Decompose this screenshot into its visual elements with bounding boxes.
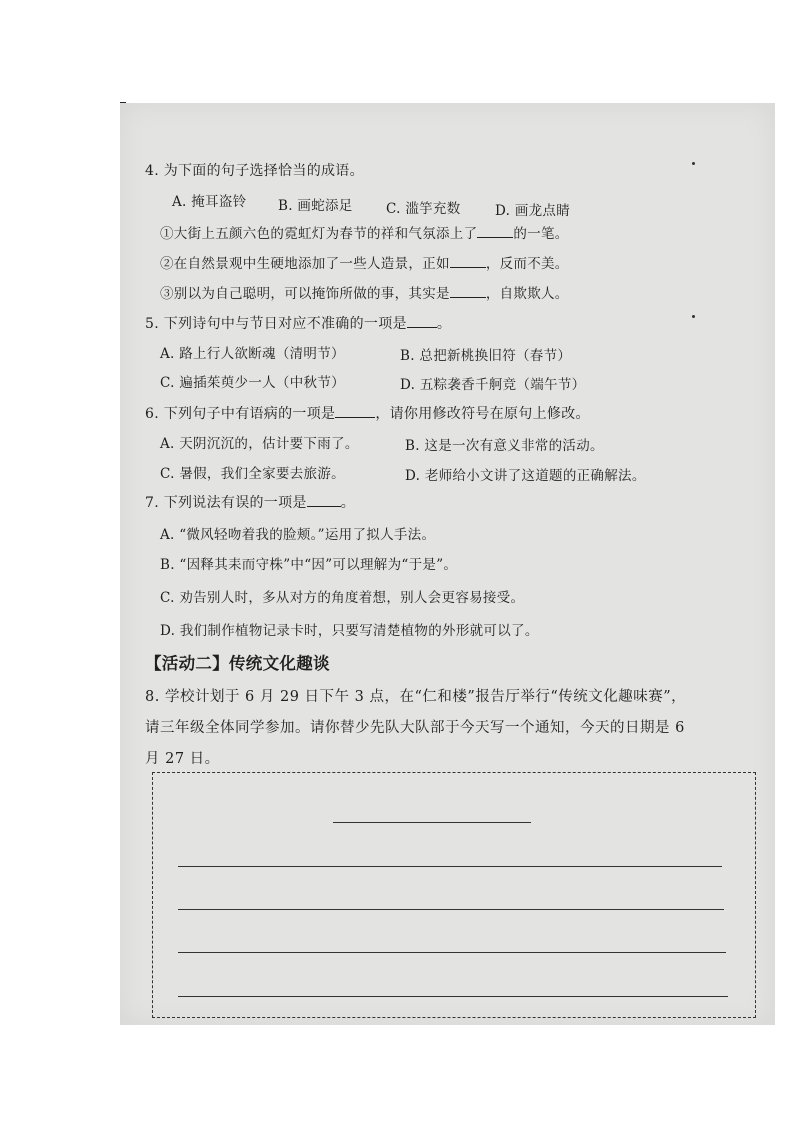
q6-stem — [145, 403, 590, 423]
q6-option-d: D. 老师给小文讲了这道题的正确解法。 — [405, 468, 646, 484]
q7-option-a: A. “微风轻吻着我的脸颊。”运用了拟人手法。 — [160, 527, 436, 543]
q7-stem — [145, 492, 355, 512]
notice-writing-line-3[interactable] — [178, 952, 726, 953]
q4-answer-blank-2[interactable] — [450, 255, 486, 268]
q4-answer-blank-3[interactable] — [450, 285, 486, 298]
q7-answer-blank[interactable] — [307, 494, 341, 507]
notice-writing-line-1[interactable] — [178, 866, 722, 867]
q8-text-line-2: 请三年级全体同学参加。请你替少先队大队部于今天写一个通知，今天的日期是 6 — [145, 720, 685, 736]
q5-stem — [145, 313, 451, 333]
q6-stem-end: ，请你用修改符号在原句上修改。 — [375, 406, 590, 422]
q7-stem-end: 。 — [340, 495, 356, 511]
q5-option-b: B. 总把新桃换旧符（春节） — [400, 348, 572, 364]
q6-stem-text: 6. 下列句子中有语病的一项是 — [145, 406, 336, 422]
q4-option-d: D. 画龙点睛 — [495, 203, 571, 219]
q4-option-a: A. 掩耳盗铃 — [172, 194, 247, 210]
q7-option-b: B. “因释其耒而守株”中“因”可以理解为“于是”。 — [160, 557, 458, 573]
q5-answer-blank[interactable] — [407, 315, 437, 328]
notice-writing-line-4[interactable] — [178, 996, 728, 997]
q5-option-d: D. 五粽袭香千舸竞（端午节） — [400, 377, 586, 393]
q5-option-a: A. 路上行人欲断魂（清明节） — [160, 346, 345, 362]
q4-sentence-1 — [160, 222, 569, 242]
q8-text-line-1: 8. 学校计划于 6 月 29 日下午 3 点，在“仁和楼”报告厅举行“传统文化趣味赛”， — [145, 689, 687, 705]
q4-sentence-3-text: ③别以为自己聪明，可以掩饰所做的事，其实是 — [160, 286, 450, 302]
q4-sentence-2-text: ②在自然景观中生硬地添加了一些人造景，正如 — [160, 256, 450, 272]
q4-sentence-3 — [160, 282, 569, 302]
stray-mark — [692, 162, 695, 165]
notice-title-line[interactable] — [333, 822, 531, 823]
q4-option-b: B. 画蛇添足 — [278, 198, 353, 214]
notice-writing-line-2[interactable] — [178, 909, 724, 910]
q7-stem-text: 7. 下列说法有误的一项是 — [145, 495, 307, 511]
q4-sentence-1-text: ①大街上五颜六色的霓虹灯为春节的祥和气氛添上了 — [160, 226, 478, 242]
q4-sentence-3-end: ，自欺欺人。 — [485, 286, 569, 302]
q5-option-c: C. 遍插茱萸少一人（中秋节） — [160, 375, 345, 391]
q8-text-line-3: 月 27 日。 — [145, 751, 220, 767]
q4-option-c: C. 滥竽充数 — [386, 201, 461, 217]
section-heading-activity-2: 【活动二】传统文化趣谈 — [145, 654, 330, 673]
q6-option-c: C. 暑假，我们全家要去旅游。 — [160, 466, 345, 482]
q7-option-d: D. 我们制作植物记录卡时，只要写清楚植物的外形就可以了。 — [160, 623, 539, 639]
q7-option-c: C. 劝告别人时，多从对方的角度着想，别人会更容易接受。 — [160, 590, 525, 606]
stray-mark — [692, 315, 695, 318]
q5-stem-end: 。 — [436, 316, 452, 332]
q6-option-a: A. 天阴沉沉的，估计要下雨了。 — [160, 436, 359, 452]
q6-answer-blank[interactable] — [335, 405, 375, 418]
q4-answer-blank-1[interactable] — [477, 225, 513, 238]
q4-sentence-2-end: ，反而不美。 — [485, 256, 569, 272]
q4-stem: 4. 为下面的句子选择恰当的成语。 — [145, 163, 364, 179]
notice-writing-box — [152, 772, 756, 1018]
q5-stem-text: 5. 下列诗句中与节日对应不准确的一项是 — [145, 316, 407, 332]
q4-sentence-2 — [160, 252, 569, 272]
q4-sentence-1-end: 的一笔。 — [513, 226, 569, 242]
q6-option-b: B. 这是一次有意义非常的活动。 — [405, 438, 604, 454]
